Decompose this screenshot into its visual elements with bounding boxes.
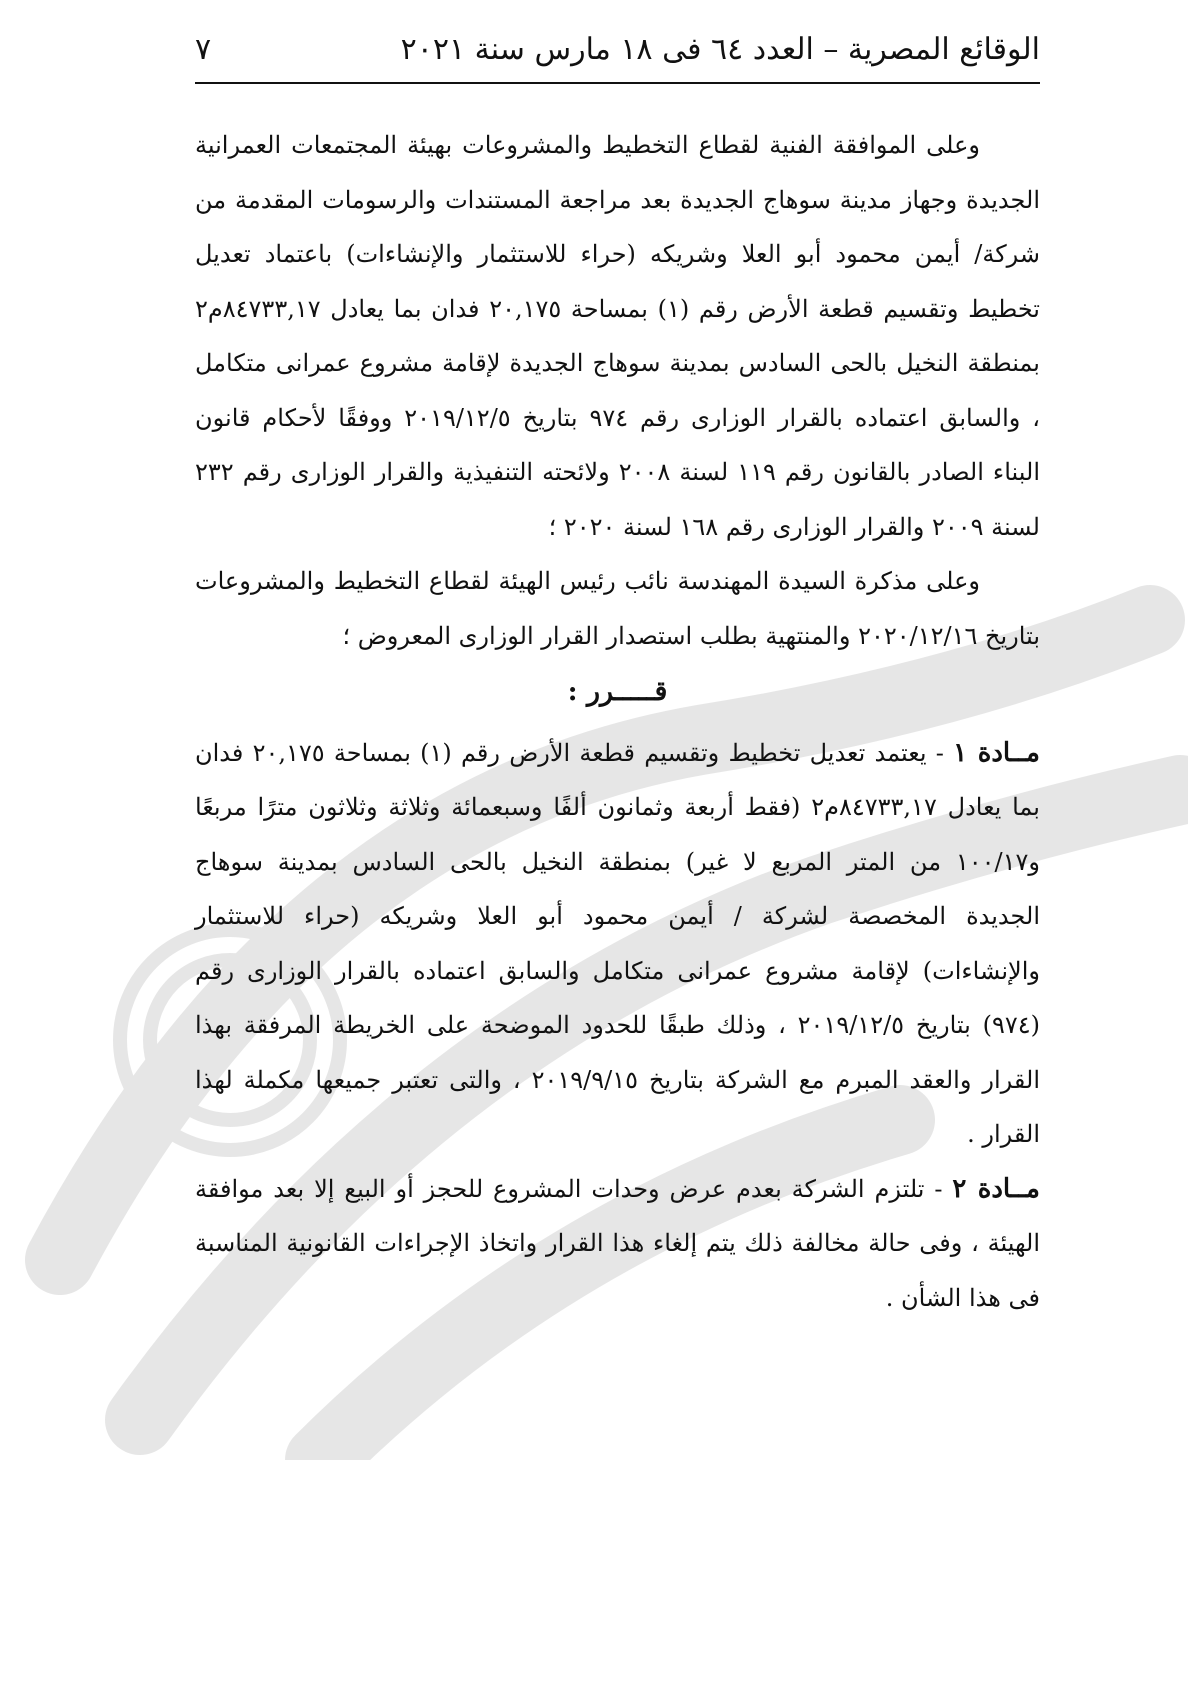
gazette-header bbox=[195, 20, 1040, 78]
document-body bbox=[195, 118, 1040, 1325]
decision-heading: قـــــرر : bbox=[567, 676, 668, 707]
preamble-paragraph-technical-approval: وعلى الموافقة الفنية لقطاع التخطيط والمشروعات بهيئة المجتمعات العمرانية الجديدة وجهاز مدينة سوهاج الجديدة بعد مراجعة المستندات والرسومات المقدمة من شركة/ أيمن محمود أبو العلا وشريكه (حراء للاستثمار والإنشاءات) باعتماد تعديل تخطيط وتقسيم قطعة الأرض رقم (١) بمساحة ٢٠,١٧٥ فدان بما يعادل ٨٤٧٣٣,١٧م٢ بمنطقة النخيل بالحى السادس بمدينة سوهاج الجديدة لإقامة مشروع عمرانى متكامل ، والسابق اعتماده بالقرار الوزارى رقم ٩٧٤ بتاريخ ٢٠١٩/١٢/٥ ووفقًا لأحكام قانون البناء الصادر بالقانون رقم ١١٩ لسنة ٢٠٠٨ ولائحته التنفيذية والقرار الوزارى رقم ٢٣٢ لسنة ٢٠٠٩ والقرار الوزارى رقم ١٦٨ لسنة ٢٠٢٠ ؛ bbox=[195, 131, 1040, 541]
article-2-text: - تلتزم الشركة بعدم عرض وحدات المشروع للحجز أو البيع إلا بعد موافقة الهيئة ، وفى حالة مخالفة ذلك يتم إلغاء هذا القرار واتخاذ الإجراءات القانونية المناسبة فى هذا الشأن . bbox=[195, 1174, 1040, 1312]
article-1 bbox=[195, 726, 1040, 1162]
page-number: ٧ bbox=[195, 31, 212, 67]
article-1-label: مــادة ١ bbox=[953, 737, 1040, 768]
article-2-label: مــادة ٢ bbox=[952, 1173, 1040, 1204]
header-title: الوقائع المصرية – العدد ٦٤ فى ١٨ مارس سنة ٢٠٢١ bbox=[400, 31, 1040, 67]
article-1-text: - يعتمد تعديل تخطيط وتقسيم قطعة الأرض رقم (١) بمساحة ٢٠,١٧٥ فدان بما يعادل ٨٤٧٣٣,١٧م٢ (فقط أربعة وثمانون ألفًا وسبعمائة وثلاثة وثلاثون مترًا مربعًا و١٠٠/١٧ من المتر المربع لا غير) بمنطقة النخيل بالحى السادس بمدينة سوهاج الجديدة المخصصة لشركة / أيمن محمود أبو العلا وشريكه (حراء للاستثمار والإنشاءات) لإقامة مشروع عمرانى متكامل والسابق اعتماده بالقرار الوزارى رقم (٩٧٤) بتاريخ ٢٠١٩/١٢/٥ ، وذلك طبقًا للحدود الموضحة على الخريطة المرفقة بهذا القرار والعقد المبرم مع الشركة بتاريخ ٢٠١٩/٩/١٥ ، والتى تعتبر جميعها مكملة لهذا القرار . bbox=[195, 738, 1040, 1148]
header-rule bbox=[195, 82, 1040, 84]
preamble-paragraph-memo: وعلى مذكرة السيدة المهندسة نائب رئيس الهيئة لقطاع التخطيط والمشروعات بتاريخ ٢٠٢٠/١٢/١٦ والمنتهية بطلب استصدار القرار الوزارى المعروض ؛ bbox=[195, 567, 1040, 650]
article-2 bbox=[195, 1162, 1040, 1326]
